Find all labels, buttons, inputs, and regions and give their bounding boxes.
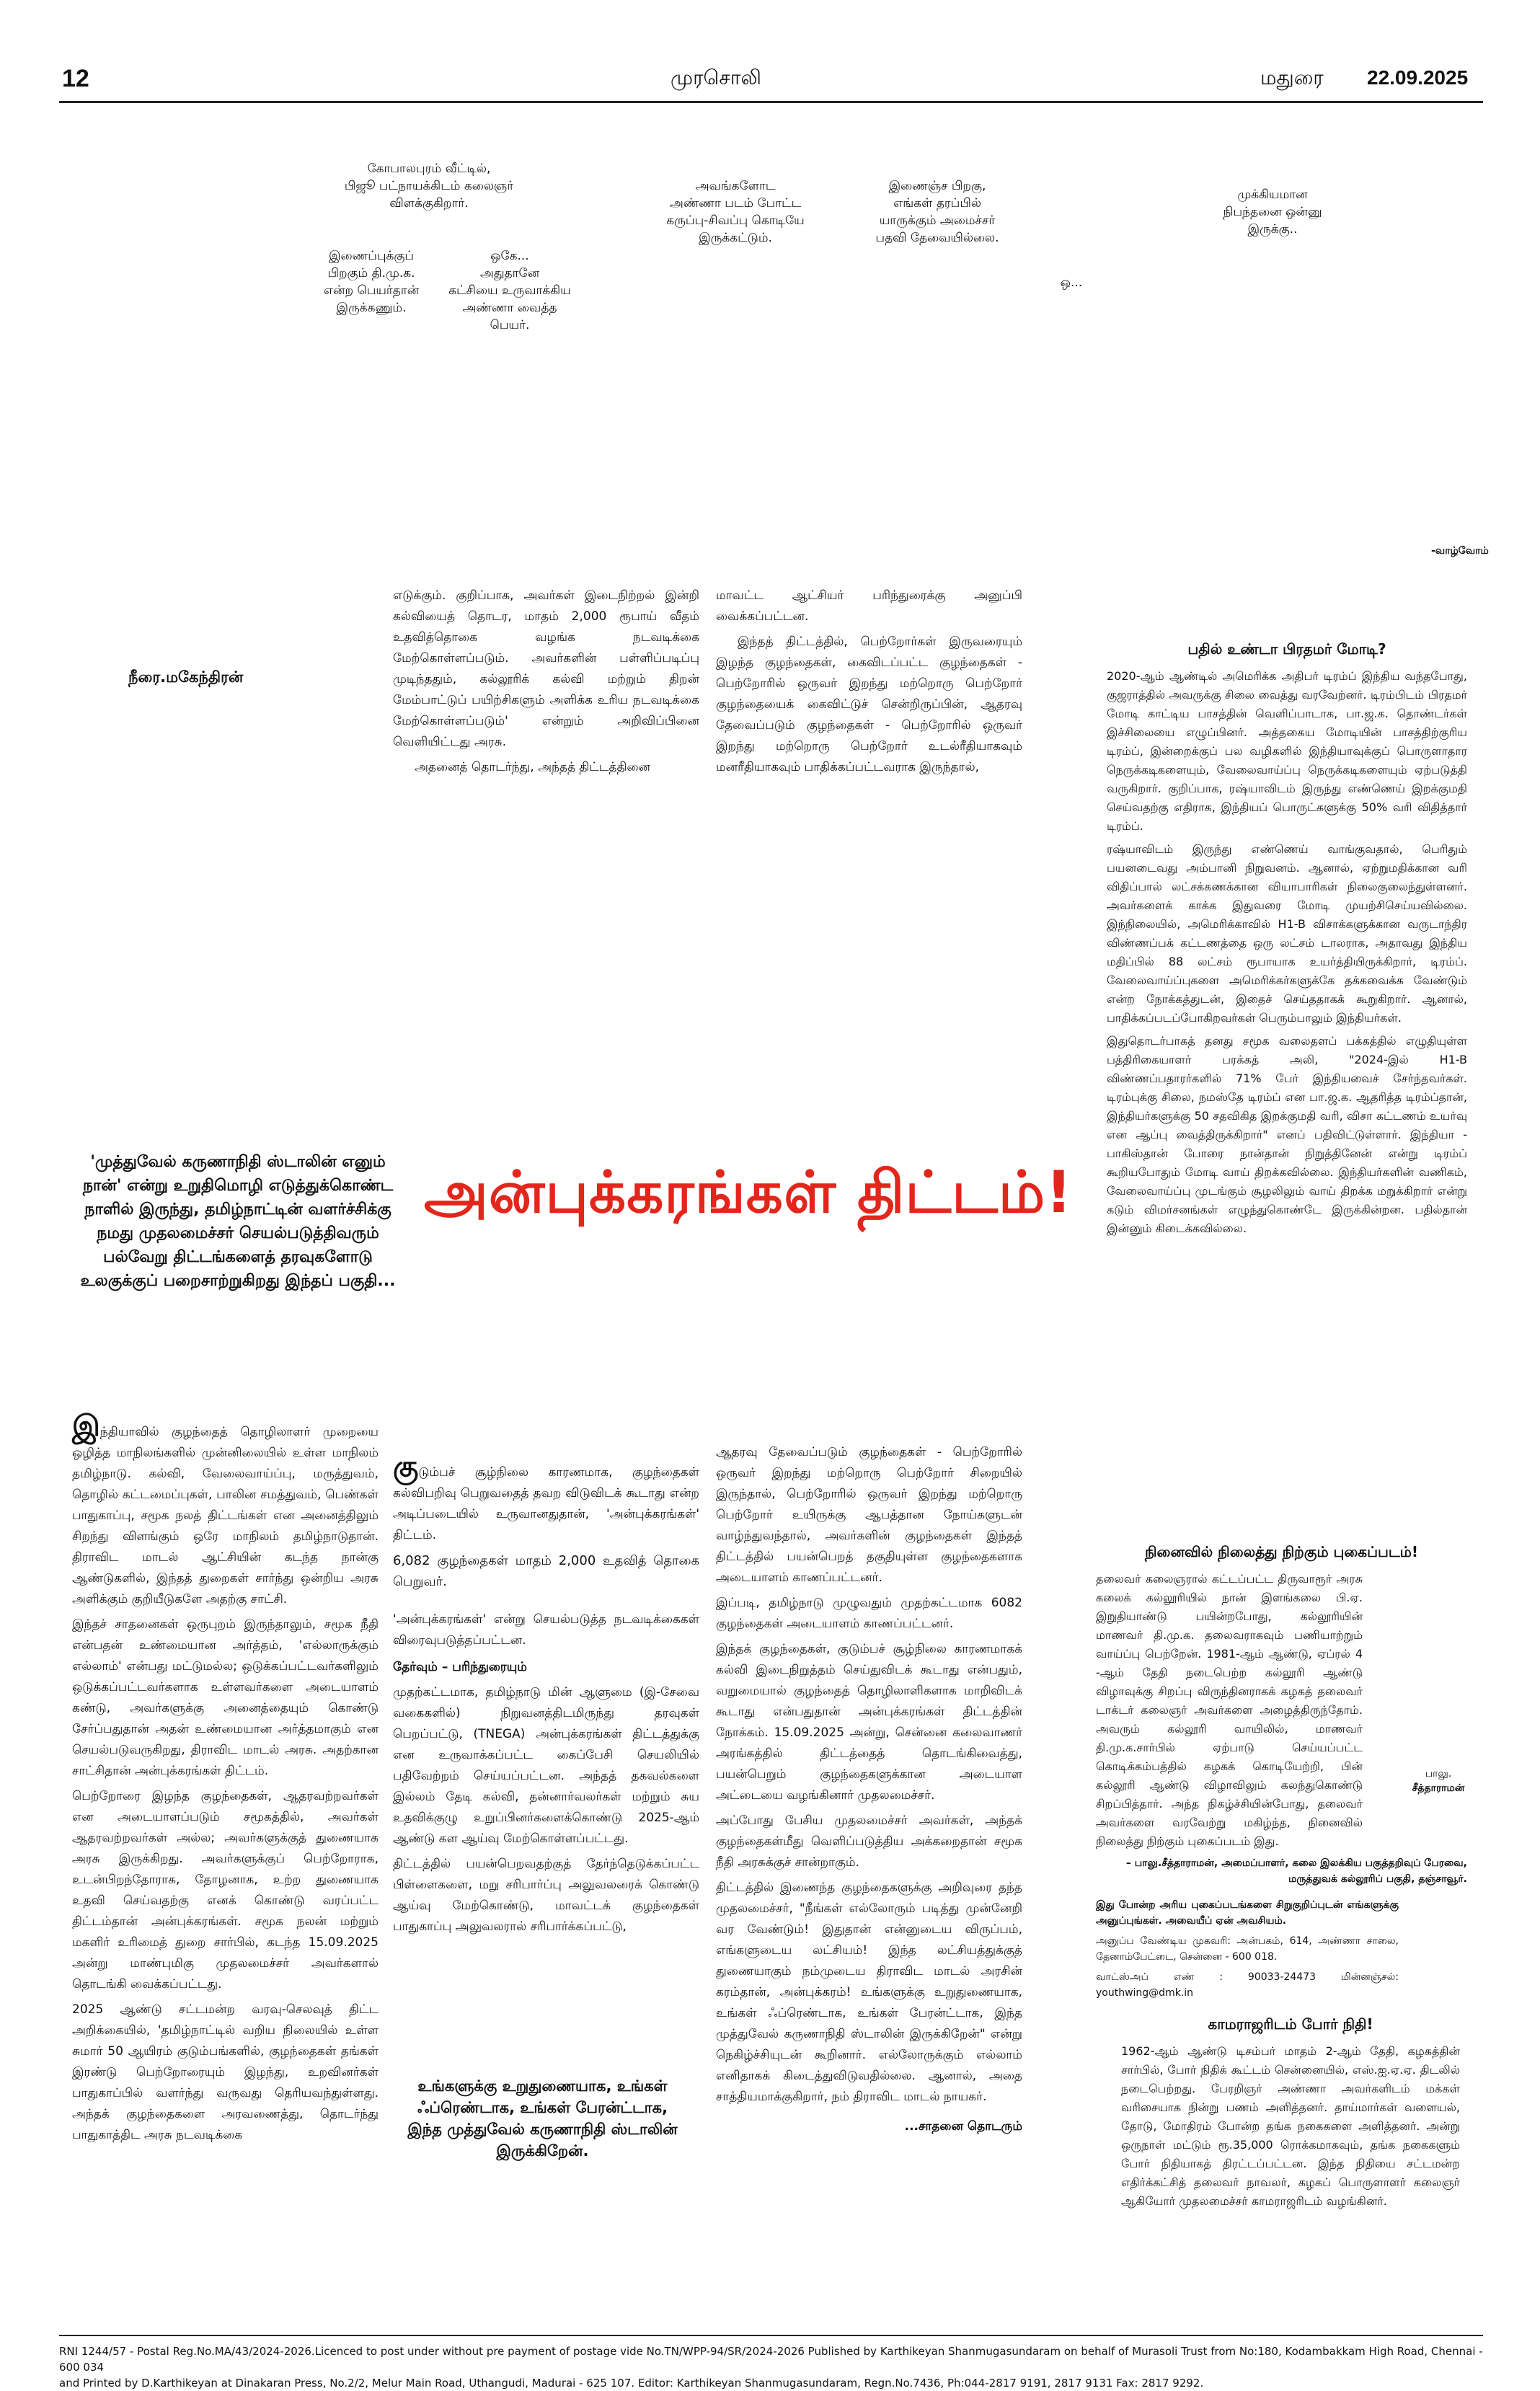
footer-rule: [59, 2335, 1483, 2336]
invite-note: [1096, 1897, 1399, 2001]
paragraph: இது போன்ற அரிய புகைப்படங்களை சிறுகுறிப்புடன் எங்களுக்கு அனுப்புங்கள். அவையீப் ஏன் அவசியம்.: [1096, 1899, 1399, 1927]
paragraph: அனுப்ப வேண்டிய முகவரி: அன்பகம், 614, அண்ணா சாலை, தேனாம்பேட்டை, சென்னை - 600 018.: [1096, 1935, 1399, 1963]
paragraph: திட்டத்தில் பயன்பெறவதற்குத் தேர்ந்தெடுக்கப்பட்ட பிள்ளைகளை, மறு சரிபார்ப்பு அலுவலரைக் கொண்டு ஆய்வு மேற்கொண்டு, மாவட்டக் குழந்தைகள் பாதுகாப்பு அலுவலரால் சரிபார்க்கப்பட்டு,: [393, 1857, 699, 1934]
caption-line: பாலு.: [1425, 1768, 1452, 1780]
speech-bubble: அவங்களோட அண்ணா படம் போட்ட கருப்பு-சிவப்பு கொடியே இருக்கட்டும்.: [666, 179, 805, 245]
feature-col2: [393, 1452, 699, 1942]
paragraph: திட்டத்தில் இணைந்த குழந்தைகளுக்கு அறிவுரை தந்த முதலமைச்சர், "நீங்கள் எல்லோரும் படித்து முன்னேறி வர வேண்டும்! இதுதான் என்னுடைய விருப்பம், எங்களுடைய லட்சியம்! இந்த லட்சியத்துக்குத் துணையாகும் நம்முடைய திராவிட மாடல் அரசின் கரம்தான், அன்புக்கரம்! உங்களுக்கு உறுதுணையாக, உங்கள் ஃப்ரெண்டாக, உங்கள் பேரன்ட்டாக, இந்த முத்துவேல் கருணாநிதி ஸ்டாலின் இருக்கிறேன்" என்று நெகிழ்ச்சியுடன் கூறினார். எல்லோருக்கும் எல்லாம் எனிதாகக் கிடைத்துவிடுவதில்லை. ஆனால், அதை சாத்தியமாக்குகிறார், நம் திராவிட மாடல் நாயகர்.: [716, 1880, 1022, 2104]
speech-bubble: இணைஞ்ச பிறகு, எங்கள் தரப்பில் யாருக்கும் அமைச்சர் பதவி தேவையில்லை.: [875, 179, 999, 245]
memory-box: [1096, 1543, 1467, 2005]
paragraph: அதனைத் தொடர்ந்து, அந்தத் திட்டத்தினை: [415, 760, 650, 774]
imprint: [59, 2343, 1483, 2391]
feature-title: அன்புக்கரங்கள் திட்டம்!: [424, 1159, 1073, 1226]
byline: நீரை.மகேந்திரன்: [128, 668, 244, 686]
pull-quote: உங்களுக்கு உறுதுணையாக, உங்கள் ஃப்ரெண்டாக, உங்கள் பேரன்ட்டாக, இந்த முத்துவேல் கருணாநிதி ஸ்டாலின் இருக்கிறேன்.: [407, 2077, 678, 2160]
paragraph: மாவட்ட ஆட்சியர் பரிந்துரைக்கு அனுப்பி வைக்கப்பட்டன.: [716, 588, 1022, 624]
paragraph: இந்தத் திட்டத்தில், பெற்றோர்கள் இருவரையும் இழந்த குழந்தைகள், கைவிடப்பட்ட குழந்தைகள் - பெற்றோரில் ஒருவர் இறந்து மற்றொரு பெற்றோர் குழந்தையைக் கைவிட்டுச் சென்றிருப்பின், ஆதரவு தேவைப்படும் குழந்தைகள் - பெற்றோரில் ஒருவர் இறந்து மற்றொரு பெற்றோர் உடல்ரீதியாகவும் மனரீதியாகவும் பாதிக்கப்பட்டவராக இருந்தால்,: [716, 635, 1022, 774]
imprint-line: RNI 1244/57 - Postal Reg.No.MA/43/2024-2026.Licenced to post under without pre payment of postage vide No.TN/WPP-94/SR/2024-2026 Published by Karthikeyan Shanmugasundaram on behalf of Murasoli Trust from No:180, Kodambakkam High Road, Chennai - 600 034: [59, 2345, 1483, 2374]
feature-col3: [716, 1442, 1022, 2142]
sidebar-modi: [1107, 640, 1467, 1242]
paragraph: குடும்பச் சூழ்நிலை காரணமாக, குழந்தைகள் கல்விபறிவு பெறுவதைத் தவற விடுவிடக் கூடாது என்ற அடிப்படையில் உருவானதுதான், 'அன்புக்கரங்கள்' திட்டம்.: [393, 1450, 699, 1542]
paragraph: பெற்றோரை இழந்த குழந்தைகள், ஆதரவற்றவர்கள் என அடையாளப்படும் சமூகத்தில், அவர்கள் ஆதரவற்றவர்கள் அல்ல; அவர்களுக்குத் துணையாக அரசு இருக்கிறது. அவர்களுக்குப் பெற்றோராக, உடன்பிறந்தோராக, தோழனாக, உற்ற துணையாக உதவி செய்வதற்கு எனக் கொண்டு வரப்பட்ட திட்டம்தான் அன்புக்கரங்கள். சமூக நலன் மற்றும் மகளிர் உரிமைத் துறை சார்பில், கடந்த 15.09.2025 அன்று மாண்புமிகு முதலமைச்சர் அவர்களால் தொடங்கி வைக்கப்பட்டது.: [72, 1789, 379, 1992]
paragraph: அப்போது பேசிய முதலமைச்சர் அவர்கள், அந்தக் குழந்தைகள்மீது வெளிப்படுத்திய அக்கறைதான் சமூக நீதி அரசுக்குச் சான்றாகும்.: [716, 1813, 1022, 1870]
sidebar-body: [1107, 667, 1467, 1238]
paragraph: 'அன்புக்கரங்கள்' என்று செயல்படுத்த நடவடிக்கைகள் விரைவுபடுத்தப்பட்டன.: [393, 1612, 699, 1648]
speech-bubble: ஒ...: [1060, 275, 1083, 290]
credit: – பாலு.சீத்தாராமன், அமைப்பாளர், கலை இலக்கிய பகுத்தறிவுப் பேரவை, மருத்துவக் கல்லூரிப் பகுதி, தஞ்சாவூர்.: [1125, 1857, 1467, 1885]
speech-bubble: கோபாலபுரம் வீட்டில், பிஜூ பட்நாயக்கிடம் கலைஞர் விளக்குகிறார்.: [344, 162, 514, 211]
paragraph: இப்படி, தமிழ்நாடு முழுவதும் முதற்கட்டமாக 6082 குழந்தைகள் அடையாளம் காணப்பட்டனர்.: [716, 1596, 1022, 1631]
memory-box-body: [1096, 1570, 1363, 1851]
memory-box-title: நினைவில் நிலைத்து நிற்கும் புகைப்படம்!: [1144, 1543, 1418, 1560]
kamaraj-box-body: 1962-ஆம் ஆண்டு டிசம்பர் மாதம் 2-ஆம் தேதி, கழகத்தின் சார்பில், போர் நிதிக் கூட்டம் சென்னையில், எஸ்.ஐ.ஏ.ஏ. திடலில் நடைபெற்றது. பேரறிஞர் அண்ணா அவர்களிடம் மக்கள் வரிசையாக நின்று பணம் அளித்தனர். தாய்மார்கள் வளையல், தோடு, மோதிரம் போன்ற தங்க நகைகளை அளித்தனர். அன்று ஒருநாள் மட்டும் ரூ.35,000 ரொக்கமாகவும், தங்க நகைகளும் போர் நிதியாகத் திரட்டப்பட்டன. இந்த நிதியை சட்டமன்ற எதிர்க்கட்சித் தலைவர் நாவலர், கழகப் பொருளாளர் கலைஞர் ஆகியோர் முதலமைச்சர் காமராஜரிடம் வழங்கினர்.: [1121, 2044, 1460, 2208]
paragraph: 2020-ஆம் ஆண்டில் அமெரிக்க அதிபர் டிரம்ப் இந்திய வந்தபோது, குஜராத்தில் அவருக்கு சிலை வைத்து வரவேற்னர். டிரம்பிடம் பிரதமர் மோடி காட்டிய பாசத்தின் வெளிப்பாடாக, பா.ஜ.க. தொண்டர்கள் இச்சிலையை எழுப்பினர். அத்தகைய மோடியின் பாசத்திற்குரிய டிரம்ப், இன்றைக்குப் பல வழிகளில் இந்தியாவுக்குப் பொருளாதார நெருக்கடிகளையும், வேலைவாய்ப்பு நெருக்கடிகளையும் ஏற்படுத்தி வருகிறார். குறிப்பாக, ரஷ்யாவிடம் இருந்து எண்ணெய் இறக்குமதி செய்வதற்கு எதிராக, இந்தியப் பொருட்களுக்கு 50% வரி விதித்தார் டிரம்ப்.: [1107, 669, 1467, 833]
paragraph: இதுதொடர்பாகத் தனது சமூக வலைதளப் பக்கத்தில் எழுதியுள்ள பத்திரிகையாளர் பரக்கத் அலி, "2024-இல் H1-B விண்ணப்பதாரர்களில் 71% பேர் இந்தியவைச் சேர்ந்தவர்கள். டிரம்புக்கு சிலை, நமஸ்தே டிரம்ப் என பா.ஜ.க. ஆதரித்த டிரம்ப்தான், இந்தியர்களுக்கு 50 சதவிகித இறக்குமதி வரி, விசா கட்டணம் உயர்வு என ஆப்பு வைத்திருக்கிறார்" எனப் பதிவிட்டுள்ளார். இந்தியா - பாகிஸ்தான் போரை நான்தான் நிறுத்தினேன் என்று டிரம்ப் கூறியபோதும் மோடி வாய் திறக்கவில்லை. இந்தியர்களின் வணிகம், வேலைவாய்ப்பு முடங்கும் சூழலிலும் வாய் திறக்க மறுக்கிறார் என்று கடும் விமர்சனங்கள் எழுந்துகொண்டே இருக்கின்றன. பதில்தான் இன்னும் கிடைக்கவில்லை.: [1107, 1034, 1467, 1235]
paragraph: வாட்ஸ்அப் எண் : 90033-24473 மின்னஞ்சல்: youthwing@dmk.in: [1096, 1971, 1399, 1999]
top-article-col1: [393, 585, 699, 782]
paragraph: இந்தச் சாதனைகள் ஒருபுறம் இருந்தாலும், சமூக நீதி என்பதன் உண்மையான அர்த்தம், 'எல்லாருக்கும் எல்லாம்' என்பது மட்டுமல்ல; ஒடுக்கப்பட்டவர்களிலும் ஒடுக்கப்பட்டவர்களாக உள்ளவர்களை அடையாளம் கண்டு, அவர்களுக்கு அனைத்தையும் கொண்டு சேர்ப்பதுதான் அதன் உண்மையான அர்த்தமாகும் என செயல்படுவருகிறது, திராவிட மாடல் அரசு. அதற்கான சாட்சிதான் அன்புக்கரங்கள் திட்டம்.: [72, 1617, 379, 1778]
page-number: 12: [62, 65, 89, 92]
top-article-col2: [716, 585, 1022, 782]
paragraph: எடுக்கும். குறிப்பாக, அவர்கள் இடைநிற்றல் இன்றி கல்வியைத் தொடர, மாதம் 2,000 ரூபாய் வீதம் உதவித்தொகை வழங்க நடவடிக்கை மேற்கொள்ளப்படும். அவர்களின் பள்ளிப்படிப்பு முடிந்ததும், கல்லூரிக் கல்வி மற்றும் திறன் மேம்பாட்டுப் பயிற்சிகளும் அளிக்க உரிய நடவடிக்கை மேற்கொள்ளப்படும்' என்றும் அறிவிப்பினை வெளியிட்டது அரசு.: [393, 588, 699, 749]
paper-name: முரசொலி: [671, 66, 761, 89]
paragraph: இந்தியாவில் குழந்தைத் தொழிலாளர் முறையை ஒழித்த மாநிலங்களில் முன்னிலையில் உள்ள மாநிலம் தமிழ்நாடு. கல்வி, வேலைவாய்ப்பு, மருத்துவம், தொழில் கட்டமைப்புகள், பாலின சமத்துவம், பெண்கள் பாதுகாப்பு, சமூக நலத் திட்டங்கள் என அனைத்திலும் சிறந்து விளங்கும் ஒரே மாநிலம் தமிழ்நாடுதான். திராவிட மாடல் ஆட்சியின் கடந்த நான்கு ஆண்டுகளில், இந்தத் துறைகள் சார்ந்து ஒன்றிய அரசு அளிக்கும் குறியீடுகளே அதற்கு சாட்சி.: [72, 1410, 379, 1606]
header-rule: [59, 101, 1483, 103]
sidebar-title: பதில் உண்டா பிரதமர் மோடி?: [1187, 640, 1386, 658]
photo-caption: [1406, 1767, 1471, 1795]
continued-note: ...சாதனை தொடரும்: [904, 2119, 1022, 2134]
kamaraj-box: [1121, 2015, 1460, 2211]
imprint-line: and Printed by D.Karthikeyan at Dinakaran Press, No.2/2, Melur Main Road, Uthangudi, Madurai - 625 107. Editor: Karthikeyan Shanmugasundaram, Regn.No.7436, Ph:044-2817 9191, 2817 9131 Fax: 2817 9292.: [59, 2377, 1204, 2390]
date: 22.09.2025: [1367, 66, 1469, 89]
caption-line: சீத்தாராமன்: [1412, 1782, 1465, 1794]
kamaraj-box-title: காமராஜரிடம் போர் நிதி!: [1208, 2015, 1373, 2033]
city: மதுரை: [1260, 66, 1324, 89]
speech-bubble: முக்கியமான நிபந்தனை ஒன்னு இருக்கு..: [1223, 187, 1322, 237]
cartoon-signature: -வாழ்வோம்: [1431, 545, 1489, 557]
paragraph: ரஷ்யாவிடம் இருந்து எண்ணெய் வாங்குவதால், பெரிதும் பயனடைவது அம்பானி நிறுவனம். ஆனால், ஏற்றுமதிக்கான வரி விதிப்பால் லட்சக்கணக்கான வியாபாரிகள் நிலைகுலைந்துள்ளனர். அவர்களைக் காக்க இதுவரை மோடி முயற்சிசெய்யவில்லை. இந்நிலையில், அமெரிக்காவில் H1-B விசாக்களுக்கான வருடாந்திர விண்ணப்பக் கட்டணத்தை ஒரு லட்சம் டாலராக, அதாவது இந்திய மதிப்பில் 88 லட்சம் ரூபாயாக உயர்த்தியிருக்கிறார், டிரம்ப். வேலைவாய்ப்புகளை அமெரிக்கர்களுக்கே தக்கவைக்க வேண்டும் என்ற நோக்கத்துடன், இதைச் செய்ததாகக் கூறுகிறார். ஆனால், பாதிக்கப்படப்போகிறவர்கள் பெரும்பாலும் இந்தியர்கள்.: [1107, 842, 1467, 1025]
stat-line: 6,082 குழந்தைகள் மாதம் 2,000 உதவித் தொகை பெறுவர்.: [393, 1553, 699, 1589]
paragraph: இந்தக் குழந்தைகள், குடும்பச் சூழ்நிலை காரணமாகக் கல்வி இடைநிறுத்தம் செய்துவிடக் கூடாது என்பதும், வறுமையால் குழந்தைத் தொழிலாளிகளாக மாறிவிடக் கூடாது என்பதுதான் அன்புக்கரங்கள் திட்டத்தின் நோக்கம். 15.09.2025 அன்று, சென்னை கலைவாணர் அரங்கத்தில் திட்டத்தைத் தொடங்கிவைத்து, பயன்பெறும் குழந்தைகளுக்கான அடையாள அட்டையை வழங்கினார் முதலமைச்சர்.: [716, 1642, 1022, 1803]
feature-intro: 'முத்துவேல் கருணாநிதி ஸ்டாலின் எனும் நான்' என்று உறுதிமொழி எடுத்துக்கொண்ட நாளில் இருந்து, தமிழ்நாட்டின் வளர்ச்சிக்கு நமது முதலமைச்சர் செயல்படுத்திவரும் பல்வேறு திட்டங்களைத் தரவுகளோடு உலகுக்குப் பறைசாற்றுகிறது இந்தப் பகுதி...: [80, 1153, 396, 1290]
paragraph: ஆதரவு தேவைப்படும் குழந்தைகள் - பெற்றோரில் ஒருவர் இறந்து மற்றொரு பெற்றோர் சிறையில் இருந்தால், பெற்றோரில் ஒருவர் இறந்து மற்றொரு பெற்றோர் உயிருக்கு ஆபத்தான நோய்களுடன் வாழ்ந்துவந்தால், அவர்களின் குழந்தைகள் இந்தத் திட்டத்தில் பயன்பெறத் தகுதியுள்ள குழந்தைகளாக அடையாளம் காணப்பட்டனர்.: [716, 1445, 1022, 1585]
paragraph: முதற்கட்டமாக, தமிழ்நாடு மின் ஆளுமை (இ-சேவை வகைகளில்) நிறுவனத்திடமிருந்து தரவுகள் பெறப்பட்டு, (TNEGA) அன்புக்கரங்கள் திட்டத்துக்கு என உருவாக்கப்பட்ட கைப்பேசி செயலியில் பதிவேற்றம் செய்யப்பட்டன. அந்தத் தகவல்களை இல்லம் தேடி கல்வி, தன்னார்வலர்கள் மற்றும் சுய உதவிக்குழு உறுப்பினர்களைக்கொண்டு 2025-ஆம் ஆண்டு கள ஆய்வு மேற்கொள்ளப்பட்டது.: [393, 1685, 699, 1846]
paragraph: 2025 ஆண்டு சட்டமன்ற வரவு-செலவுத் திட்ட அறிக்கையில், 'தமிழ்நாட்டில் வறிய நிலையில் உள்ள சுமார் 50 ஆயிரம் குடும்பங்களில், குழந்தைகள் தங்கள் இரண்டு பெற்றோரையும் இழந்து, உறவினர்கள் பாதுகாப்பில் வளர்ந்து வருவது தெரியவந்துள்ளது. அந்தக் குழந்தைகளை அரவணைத்து, தொடர்ந்து பாதுகாத்திட அரசு நடவடிக்கை: [72, 2002, 379, 2142]
speech-bubble: இணைப்புக்குப் பிறகும் தி.மு.க. என்ற பெயர்தான் இருக்கணும்.: [323, 249, 420, 315]
speech-bubble: ஒகே... அதுதானே கட்சியை உருவாக்கிய அண்ணா வைத்த பெயர்.: [448, 249, 571, 332]
feature-col1: [72, 1412, 379, 2150]
subheading: தேர்வும் – பரிந்துரையும்: [393, 1660, 527, 1674]
paragraph: தலைவர் கலைஞரால் கட்டப்பட்ட திருவாரூர் அரசு கலைக் கல்லூரியில் நான் இளங்கலை பி.ஏ. இறுதியாண்டு பயின்றபோது, கல்லூரியின் மாணவர் தி.மு.க. தலைவராகவும் பணியாற்றும் வாய்ப்பு பெற்றேன். 1981-ஆம் ஆண்டு, ஏப்ரல் 4 -ஆம் தேதி நடைபெற்ற கல்லூரி ஆண்டு விழாவுக்கு சிறப்பு விருந்தினராகக் கழகத் தலைவர் டாக்டர் கலைஞர் அவர்களை அழைத்திருந்தோம். அவரும் கல்லூரி வாயிலில், மாணவர் தி.மு.க.சார்பில் ஏற்பாடு செய்யப்பட்ட கொடிக்கம்பத்தில் கழகக் கொடியேற்றி, பின் கல்லூரி ஆண்டு விழாவிலும் கலந்துகொண்டு சிறப்பித்தார். அந்த நிகழ்ச்சியின்போது, தலைவர் அவர்களை வரவேற்று மகிழ்ந்த, நினைவில் நிலைத்து நிற்கும் புகைப்படம் இது.: [1096, 1572, 1363, 1848]
